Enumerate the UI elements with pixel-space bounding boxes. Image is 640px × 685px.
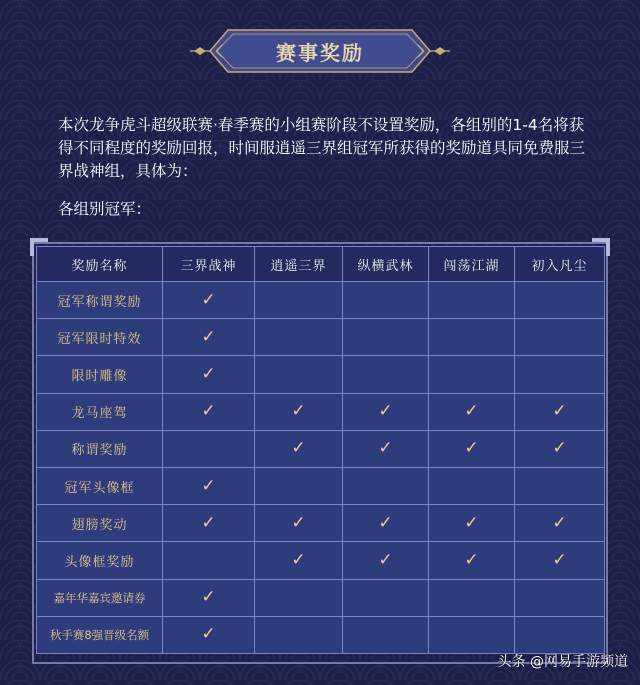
reward-cell: [255, 467, 343, 504]
checkmark-icon: ✓: [464, 512, 479, 533]
checkmark-icon: ✓: [552, 549, 567, 570]
rewards-table-frame: [30, 238, 610, 668]
header-chuangdang-jianghu: 闯荡江湖: [429, 247, 515, 282]
checkmark-icon: ✓: [378, 438, 393, 459]
table-header-row: [37, 247, 605, 282]
reward-cell: [429, 542, 515, 579]
reward-name-cell: 头像框奖励: [37, 542, 163, 579]
reward-cell: [515, 505, 605, 542]
reward-cell: [343, 467, 429, 504]
reward-cell: [343, 616, 429, 653]
checkmark-icon: ✓: [201, 587, 216, 608]
champions-subheading: 各组别冠军：: [58, 200, 152, 218]
reward-cell: [255, 505, 343, 542]
reward-cell: [343, 505, 429, 542]
reward-cell: [255, 616, 343, 653]
reward-cell: [515, 467, 605, 504]
checkmark-icon: ✓: [291, 512, 306, 533]
reward-cell: [255, 579, 343, 616]
reward-cell: [515, 393, 605, 430]
reward-cell: [429, 616, 515, 653]
reward-cell: [429, 282, 515, 319]
reward-cell: [163, 542, 255, 579]
reward-cell: [515, 356, 605, 393]
reward-name-cell: 秋手赛8强晋级名额: [37, 616, 163, 653]
reward-name-cell: 冠军头像框: [37, 467, 163, 504]
table-row: [37, 542, 605, 579]
checkmark-icon: ✓: [552, 438, 567, 459]
reward-name-cell: 冠军称谓奖励: [37, 282, 163, 319]
reward-cell: [255, 319, 343, 356]
reward-cell: [515, 542, 605, 579]
reward-name-cell: 限时雕像: [37, 356, 163, 393]
reward-cell: [515, 579, 605, 616]
reward-cell: [429, 579, 515, 616]
rewards-table: [36, 246, 605, 654]
reward-cell: [429, 430, 515, 467]
reward-name-cell: 称谓奖励: [37, 430, 163, 467]
section-title-banner: [190, 28, 450, 74]
table-row: [37, 467, 605, 504]
reward-name-cell: 龙马座驾: [37, 393, 163, 430]
reward-cell: [515, 430, 605, 467]
table-row: [37, 356, 605, 393]
checkmark-icon: ✓: [201, 363, 216, 384]
reward-cell: [343, 319, 429, 356]
reward-cell: [255, 542, 343, 579]
reward-name-cell: 冠军限时特效: [37, 319, 163, 356]
reward-cell: [515, 319, 605, 356]
reward-cell: [429, 356, 515, 393]
reward-cell: [163, 467, 255, 504]
reward-name-cell: 翅膀奖动: [37, 505, 163, 542]
checkmark-icon: ✓: [201, 401, 216, 422]
reward-cell: [255, 282, 343, 319]
header-xiaoyao-sanjie: 逍遥三界: [255, 247, 343, 282]
reward-cell: [343, 542, 429, 579]
table-row: [37, 579, 605, 616]
header-sanjie-zhanshen: 三界战神: [163, 247, 255, 282]
reward-cell: [163, 356, 255, 393]
checkmark-icon: ✓: [201, 512, 216, 533]
header-reward-name: 奖励名称: [37, 247, 163, 282]
checkmark-icon: ✓: [464, 401, 479, 422]
reward-cell: [255, 430, 343, 467]
checkmark-icon: ✓: [552, 401, 567, 422]
table-row: [37, 616, 605, 653]
reward-cell: [343, 393, 429, 430]
reward-cell: [163, 282, 255, 319]
reward-cell: [163, 616, 255, 653]
checkmark-icon: ✓: [201, 326, 216, 347]
reward-cell: [429, 505, 515, 542]
intro-paragraph: 本次龙争虎斗超级联赛·春季赛的小组赛阶段不设置奖励，各组别的1-4名将获得不同程度的奖励回报，时间服逍遥三界组冠军所获得的奖励道具同免费服三界战神组，具体为：: [58, 116, 586, 180]
checkmark-icon: ✓: [378, 401, 393, 422]
reward-cell: [343, 430, 429, 467]
source-watermark: 头条 @网易手游频道: [497, 654, 628, 670]
checkmark-icon: ✓: [291, 401, 306, 422]
reward-cell: [429, 393, 515, 430]
header-churu-fanchen: 初入凡尘: [515, 247, 605, 282]
reward-name-cell: 嘉年华嘉宾邀请券: [37, 579, 163, 616]
reward-cell: [163, 319, 255, 356]
reward-cell: [429, 467, 515, 504]
reward-cell: [255, 356, 343, 393]
checkmark-icon: ✓: [552, 512, 567, 533]
checkmark-icon: ✓: [201, 624, 216, 645]
table-row: [37, 319, 605, 356]
reward-cell: [343, 282, 429, 319]
checkmark-icon: ✓: [201, 475, 216, 496]
table-row: [37, 393, 605, 430]
checkmark-icon: ✓: [291, 438, 306, 459]
reward-cell: [163, 393, 255, 430]
checkmark-icon: ✓: [378, 549, 393, 570]
reward-cell: [163, 505, 255, 542]
checkmark-icon: ✓: [464, 549, 479, 570]
checkmark-icon: ✓: [464, 438, 479, 459]
table-row: [37, 505, 605, 542]
reward-cell: [343, 356, 429, 393]
reward-cell: [515, 282, 605, 319]
table-row: [37, 282, 605, 319]
reward-cell: [429, 319, 515, 356]
reward-cell: [255, 393, 343, 430]
reward-cell: [515, 616, 605, 653]
table-row: [37, 430, 605, 467]
reward-cell: [163, 579, 255, 616]
reward-cell: [343, 579, 429, 616]
checkmark-icon: ✓: [291, 549, 306, 570]
reward-cell: [163, 430, 255, 467]
checkmark-icon: ✓: [201, 289, 216, 310]
header-zongheng-wulin: 纵横武林: [343, 247, 429, 282]
section-title: 赛事奖励: [276, 40, 364, 65]
checkmark-icon: ✓: [378, 512, 393, 533]
